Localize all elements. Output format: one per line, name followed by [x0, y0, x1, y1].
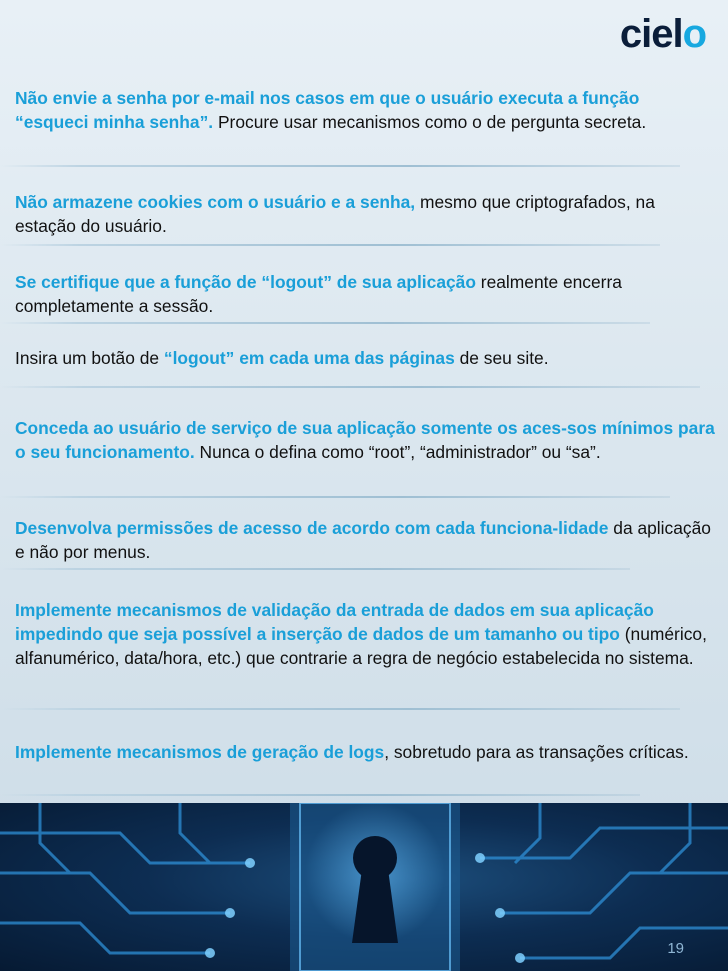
tip-text: , sobretudo para as transações críticas. — [384, 742, 689, 762]
divider — [0, 322, 650, 324]
tip-highlight: Se certifique que a função de “logout” de sua aplicação — [15, 272, 476, 292]
tip-text: Nunca o defina como “root”, “administrador” ou “sa”. — [194, 442, 601, 462]
tip-item — [15, 190, 715, 238]
tip-item — [15, 740, 715, 764]
tip-text: de seu site. — [454, 348, 549, 368]
tip-text: realmente encerra completamente a sessão. — [15, 272, 622, 316]
tip-highlight: Não envie a senha por e-mail nos casos em que o usuário executa a função “esqueci minha senha”. — [15, 88, 640, 132]
tip-text: da aplicação e não por menus. — [15, 518, 711, 562]
divider — [0, 794, 640, 796]
tip-text: (numérico, alfanumérico, data/hora, etc.) que contrarie a regra de negócio estabelecida no sistema. — [15, 624, 707, 668]
tip-item — [15, 598, 715, 670]
tip-highlight: Não armazene cookies com o usuário e a senha, — [15, 192, 416, 212]
tip-text: Insira um botão de — [15, 348, 164, 368]
divider — [0, 165, 680, 167]
tip-highlight: Implemente mecanismos de geração de logs — [15, 742, 385, 762]
cielo-logo — [620, 14, 706, 54]
footer-circuit-image — [0, 803, 728, 971]
tip-item — [15, 416, 715, 464]
divider — [0, 568, 630, 570]
tip-highlight: “logout” em cada uma das páginas — [163, 348, 455, 368]
divider — [0, 244, 660, 246]
tip-item — [15, 270, 715, 318]
tip-highlight: Desenvolva permissões de acesso de acordo com cada funciona-lidade — [15, 518, 609, 538]
page-number: 19 — [667, 940, 684, 957]
logo-text-part: el — [651, 12, 683, 56]
logo-text-part: o — [682, 12, 706, 56]
divider — [0, 496, 670, 498]
tip-text: mesmo que criptografados, na estação do usuário. — [15, 192, 655, 236]
logo-text-part: ci — [619, 12, 652, 56]
tip-highlight: Implemente mecanismos de validação da entrada de dados em sua aplicação impedindo que seja possível a inserção de dados de um tamanho ou tipo — [15, 600, 654, 644]
tip-text: Procure usar mecanismos como o de pergunta secreta. — [213, 112, 647, 132]
divider — [0, 708, 680, 710]
divider — [0, 386, 700, 388]
tip-item — [15, 346, 715, 370]
keyhole-circuit-icon — [0, 803, 728, 971]
tip-highlight: Conceda ao usuário de serviço de sua aplicação somente os aces-sos mínimos para o seu funcionamento. — [15, 418, 715, 462]
tip-item — [15, 86, 715, 134]
tip-item — [15, 516, 715, 564]
